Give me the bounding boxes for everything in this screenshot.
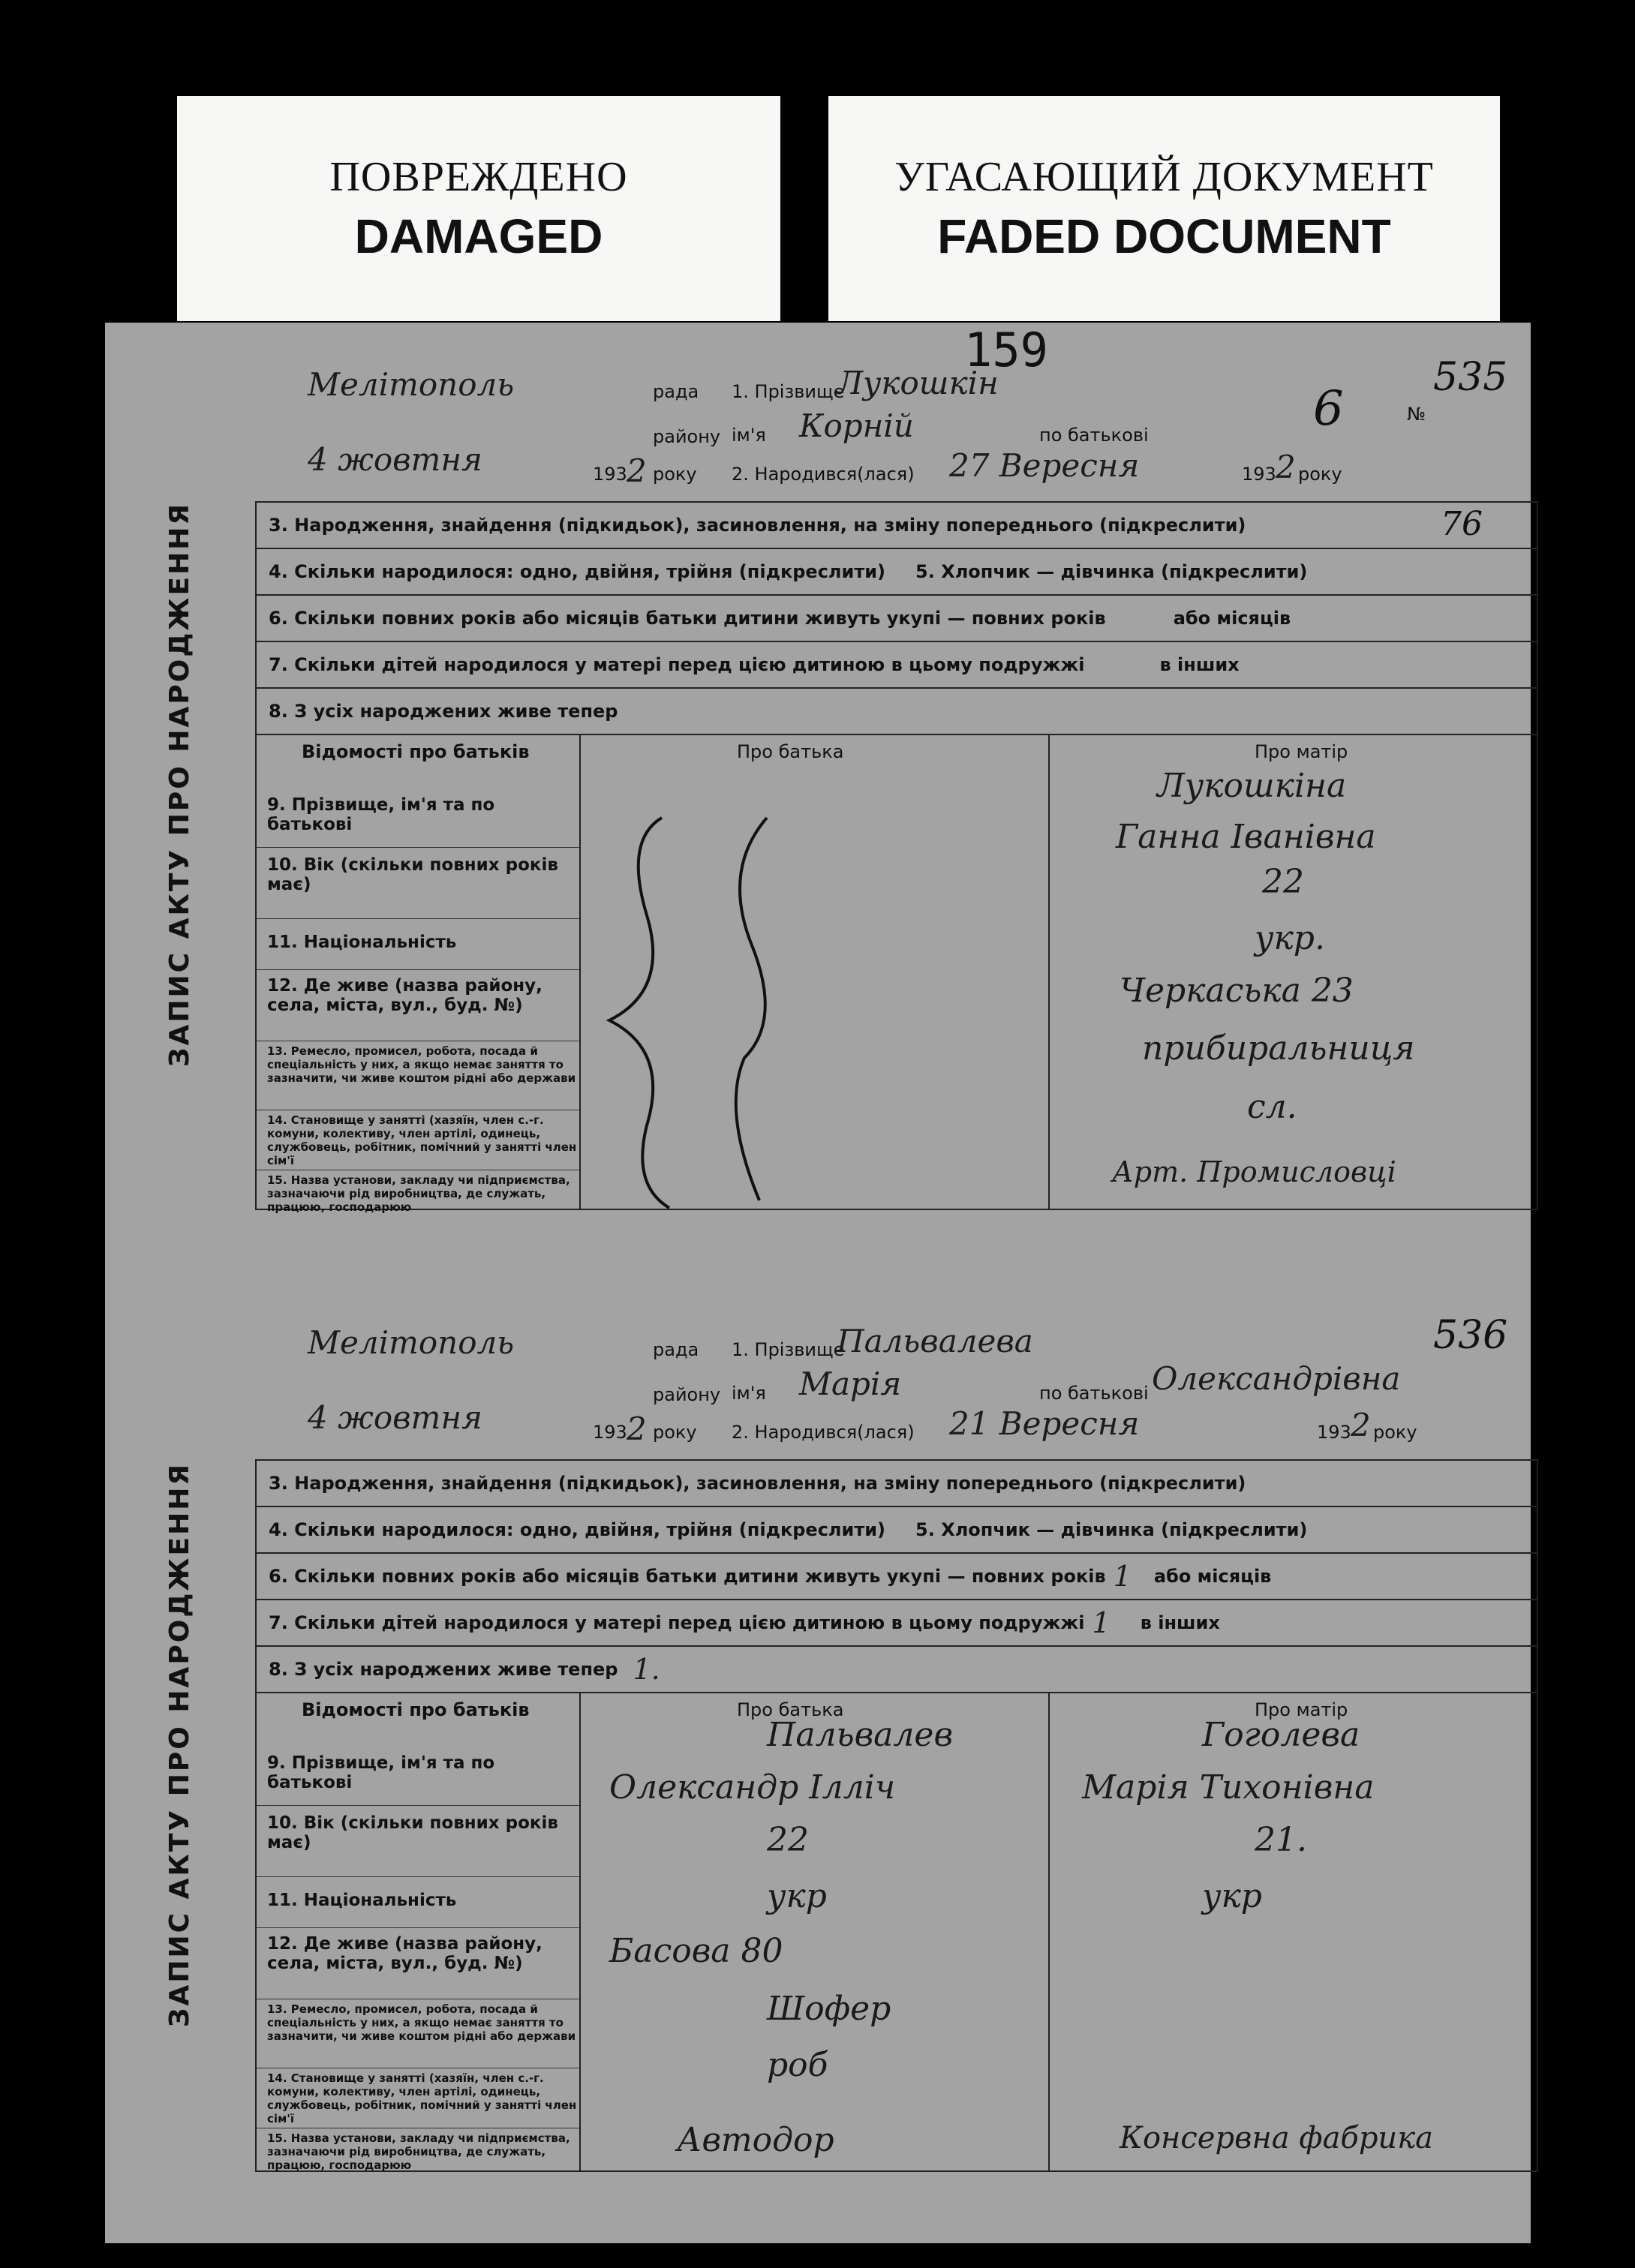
patronymic-label: по батькові xyxy=(1039,1383,1149,1404)
rada-label: рада xyxy=(653,381,699,402)
faded-label-card xyxy=(828,96,1500,321)
year-prefix: 193 xyxy=(593,1422,627,1443)
margin-number: 6 xyxy=(1313,381,1344,437)
rada-handwriting: Мелітополь xyxy=(308,1324,515,1361)
col-mother: Про матір xyxy=(1255,741,1348,762)
surname-handwriting: Лукошкін xyxy=(837,365,999,401)
q13-label: 13. Ремесло, промисел, робота, посада й спеціальність у них, а якщо немає заняття то зазначити, чи живе коштом рідні або держави xyxy=(257,1041,579,1110)
father-blank-brace xyxy=(594,810,819,1215)
father-org: Автодор xyxy=(677,2121,834,2159)
faded-label-ru: УГАСАЮЩИЙ ДОКУМЕНТ xyxy=(894,154,1434,200)
patronymic-handwriting: Олександрівна xyxy=(1152,1360,1401,1397)
mother-status: сл. xyxy=(1247,1088,1297,1126)
q4-row: 4. Скільки народилося: одно, двійня, трійня (підкреслити) 5. Хлопчик — дівчинка (підкреслити) xyxy=(257,549,1537,596)
q9-label: 9. Прізвище, ім'я та по батькові xyxy=(257,1723,579,1806)
surname-label: 1. Прізвище xyxy=(732,381,845,402)
born-label: 2. Народився(лася) xyxy=(732,464,915,485)
q9-label: 9. Прізвище, ім'я та по батькові xyxy=(257,765,579,848)
side-number: 76 xyxy=(1441,505,1483,543)
q10-label: 10. Вік (скільки повних років має) xyxy=(257,1806,579,1877)
faded-label-en: FADED DOCUMENT xyxy=(937,209,1391,263)
record-no-label: № xyxy=(1407,404,1426,425)
col-info: Відомості про батьків xyxy=(302,1699,530,1720)
mother-name: Марія Тихонівна xyxy=(1082,1768,1375,1807)
q6-row: 6. Скільки повних років або місяців батьки дитини живуть укупі — повних років або місяців xyxy=(257,596,1537,642)
q6-row: 6. Скільки повних років або місяців батьки дитини живуть укупі — повних років 1 або місяців xyxy=(257,1554,1537,1600)
q11-label: 11. Національність xyxy=(257,1877,579,1928)
born-year-digit: 2 xyxy=(1276,449,1296,485)
q14-label: 14. Становище у занятті (хазяїн, член с.-г. комуни, колективу, член артілі, одинець, службовець, робітник, помічний у занятті член сім'ї xyxy=(257,1110,579,1170)
col-father: Про батька xyxy=(737,1699,844,1720)
q3-row: 3. Народження, знайдення (підкидьок), засиновлення, на зміну попереднього (підкреслити) xyxy=(257,503,1537,549)
date-handwriting: 4 жовтня xyxy=(308,441,482,478)
q8-row: 8. З усіх народжених живе тепер 1. xyxy=(257,1647,1537,1693)
rayonu-label: району xyxy=(653,1384,721,1405)
father-nationality: укр xyxy=(767,1877,827,1915)
record-header xyxy=(206,359,1426,501)
record-number: 535 xyxy=(1433,355,1508,400)
mother-nationality: укр xyxy=(1202,1877,1262,1915)
name-label: ім'я xyxy=(732,1383,766,1404)
rada-handwriting: Мелітополь xyxy=(308,366,515,403)
q14-label: 14. Становище у занятті (хазяїн, член с.-г. комуни, колективу, член артілі, одинець, службовець, робітник, помічний у занятті член сім'ї xyxy=(257,2068,579,2128)
mother-org: Консервна фабрика xyxy=(1120,2121,1433,2155)
rayonu-label: району xyxy=(653,426,721,447)
mother-address: Черкаська 23 xyxy=(1120,972,1354,1010)
mother-org: Арт. Промисловці xyxy=(1112,1155,1396,1188)
q11-label: 11. Національність xyxy=(257,919,579,970)
col-info: Відомості про батьків xyxy=(302,741,530,762)
q7-row: 7. Скільки дітей народилося у матері перед цією дитиною в цьому подружжі в інших xyxy=(257,642,1537,689)
patronymic-label: по батькові xyxy=(1039,425,1149,446)
q12-label: 12. Де живе (назва району, села, міста, вул., буд. №) xyxy=(257,970,579,1041)
roku-label: року xyxy=(653,464,697,485)
year-prefix: 193 xyxy=(593,464,627,485)
q4-row: 4. Скільки народилося: одно, двійня, трійня (підкреслити) 5. Хлопчик — дівчинка (підкреслити) xyxy=(257,1507,1537,1554)
record-side-title: ЗАПИС АКТУ ПРО НАРОДЖЕННЯ xyxy=(164,1461,196,2027)
record-side-title: ЗАПИС АКТУ ПРО НАРОДЖЕННЯ xyxy=(164,501,196,1068)
q15-label: 15. Назва установи, закладу чи підприємства, зазначаючи рід виробництва, де служать, працюю, господарюю xyxy=(267,2131,570,2172)
mother-age: 22 xyxy=(1262,863,1304,901)
record-grid xyxy=(255,1459,1538,2172)
q12-label: 12. Де живе (назва району, села, міста, вул., буд. №) xyxy=(257,1928,579,1999)
born-label: 2. Народився(лася) xyxy=(732,1422,915,1443)
mother-surname: Гоголева xyxy=(1202,1716,1360,1754)
q8-row: 8. З усіх народжених живе тепер xyxy=(257,689,1537,735)
mother-surname: Лукошкіна xyxy=(1157,767,1347,805)
birth-record-535 xyxy=(105,355,1538,1214)
born-year-prefix: 193 xyxy=(1242,464,1276,485)
father-address: Басова 80 xyxy=(609,1932,783,1970)
father-status: роб xyxy=(767,2046,828,2084)
col-father: Про батька xyxy=(737,741,844,762)
born-roku-label: року xyxy=(1298,464,1342,485)
col-mother: Про матір xyxy=(1255,1699,1348,1720)
born-roku-label: року xyxy=(1373,1422,1417,1443)
parents-table xyxy=(257,735,1537,1214)
q13-label: 13. Ремесло, промисел, робота, посада й спеціальність у них, а якщо немає заняття то зазначити, чи живе коштом рідні або держави xyxy=(257,1999,579,2068)
born-handwriting: 27 Вересня xyxy=(949,447,1140,484)
born-year-prefix: 193 xyxy=(1317,1422,1351,1443)
born-handwriting: 21 Вересня xyxy=(949,1405,1140,1442)
father-name: Олександр Ілліч xyxy=(609,1768,896,1807)
year-digit: 2 xyxy=(627,1410,647,1447)
rada-label: рада xyxy=(653,1339,699,1360)
record-number: 536 xyxy=(1433,1313,1508,1358)
q10-label: 10. Вік (скільки повних років має) xyxy=(257,848,579,919)
damaged-label-en: DAMAGED xyxy=(354,209,603,263)
damaged-label-ru: ПОВРЕЖДЕНО xyxy=(329,154,628,200)
damaged-label-card xyxy=(177,96,780,321)
roku-label: року xyxy=(653,1422,697,1443)
page-number: 159 xyxy=(964,323,1048,377)
name-label: ім'я xyxy=(732,425,766,446)
surname-handwriting: Пальвалева xyxy=(837,1323,1033,1359)
date-handwriting: 4 жовтня xyxy=(308,1399,482,1436)
parents-table xyxy=(257,1693,1537,2170)
father-work: Шофер xyxy=(767,1990,891,2028)
year-digit: 2 xyxy=(627,452,647,489)
mother-work: прибиральниця xyxy=(1142,1029,1415,1068)
name-handwriting: Корній xyxy=(799,407,914,444)
q7-row: 7. Скільки дітей народилося у матері перед цією дитиною в цьому подружжі 1 в інших xyxy=(257,1600,1537,1647)
mother-age: 21. xyxy=(1255,1821,1307,1859)
mother-nationality: укр. xyxy=(1255,919,1325,957)
father-surname: Пальвалев xyxy=(767,1716,954,1754)
father-age: 22 xyxy=(767,1821,809,1859)
q15-label: 15. Назва установи, закладу чи підприємства, зазначаючи рід виробництва, де служать, працюю, господарюю xyxy=(267,1173,570,1214)
born-year-digit: 2 xyxy=(1351,1407,1371,1443)
name-handwriting: Марія xyxy=(799,1365,902,1402)
record-header xyxy=(206,1317,1417,1459)
birth-record-536 xyxy=(105,1313,1538,2172)
mother-name: Ганна Іванівна xyxy=(1116,818,1376,856)
surname-label: 1. Прізвище xyxy=(732,1339,845,1360)
record-grid xyxy=(255,501,1538,1214)
q3-row: 3. Народження, знайдення (підкидьок), засиновлення, на зміну попереднього (підкреслити) xyxy=(257,1461,1537,1507)
